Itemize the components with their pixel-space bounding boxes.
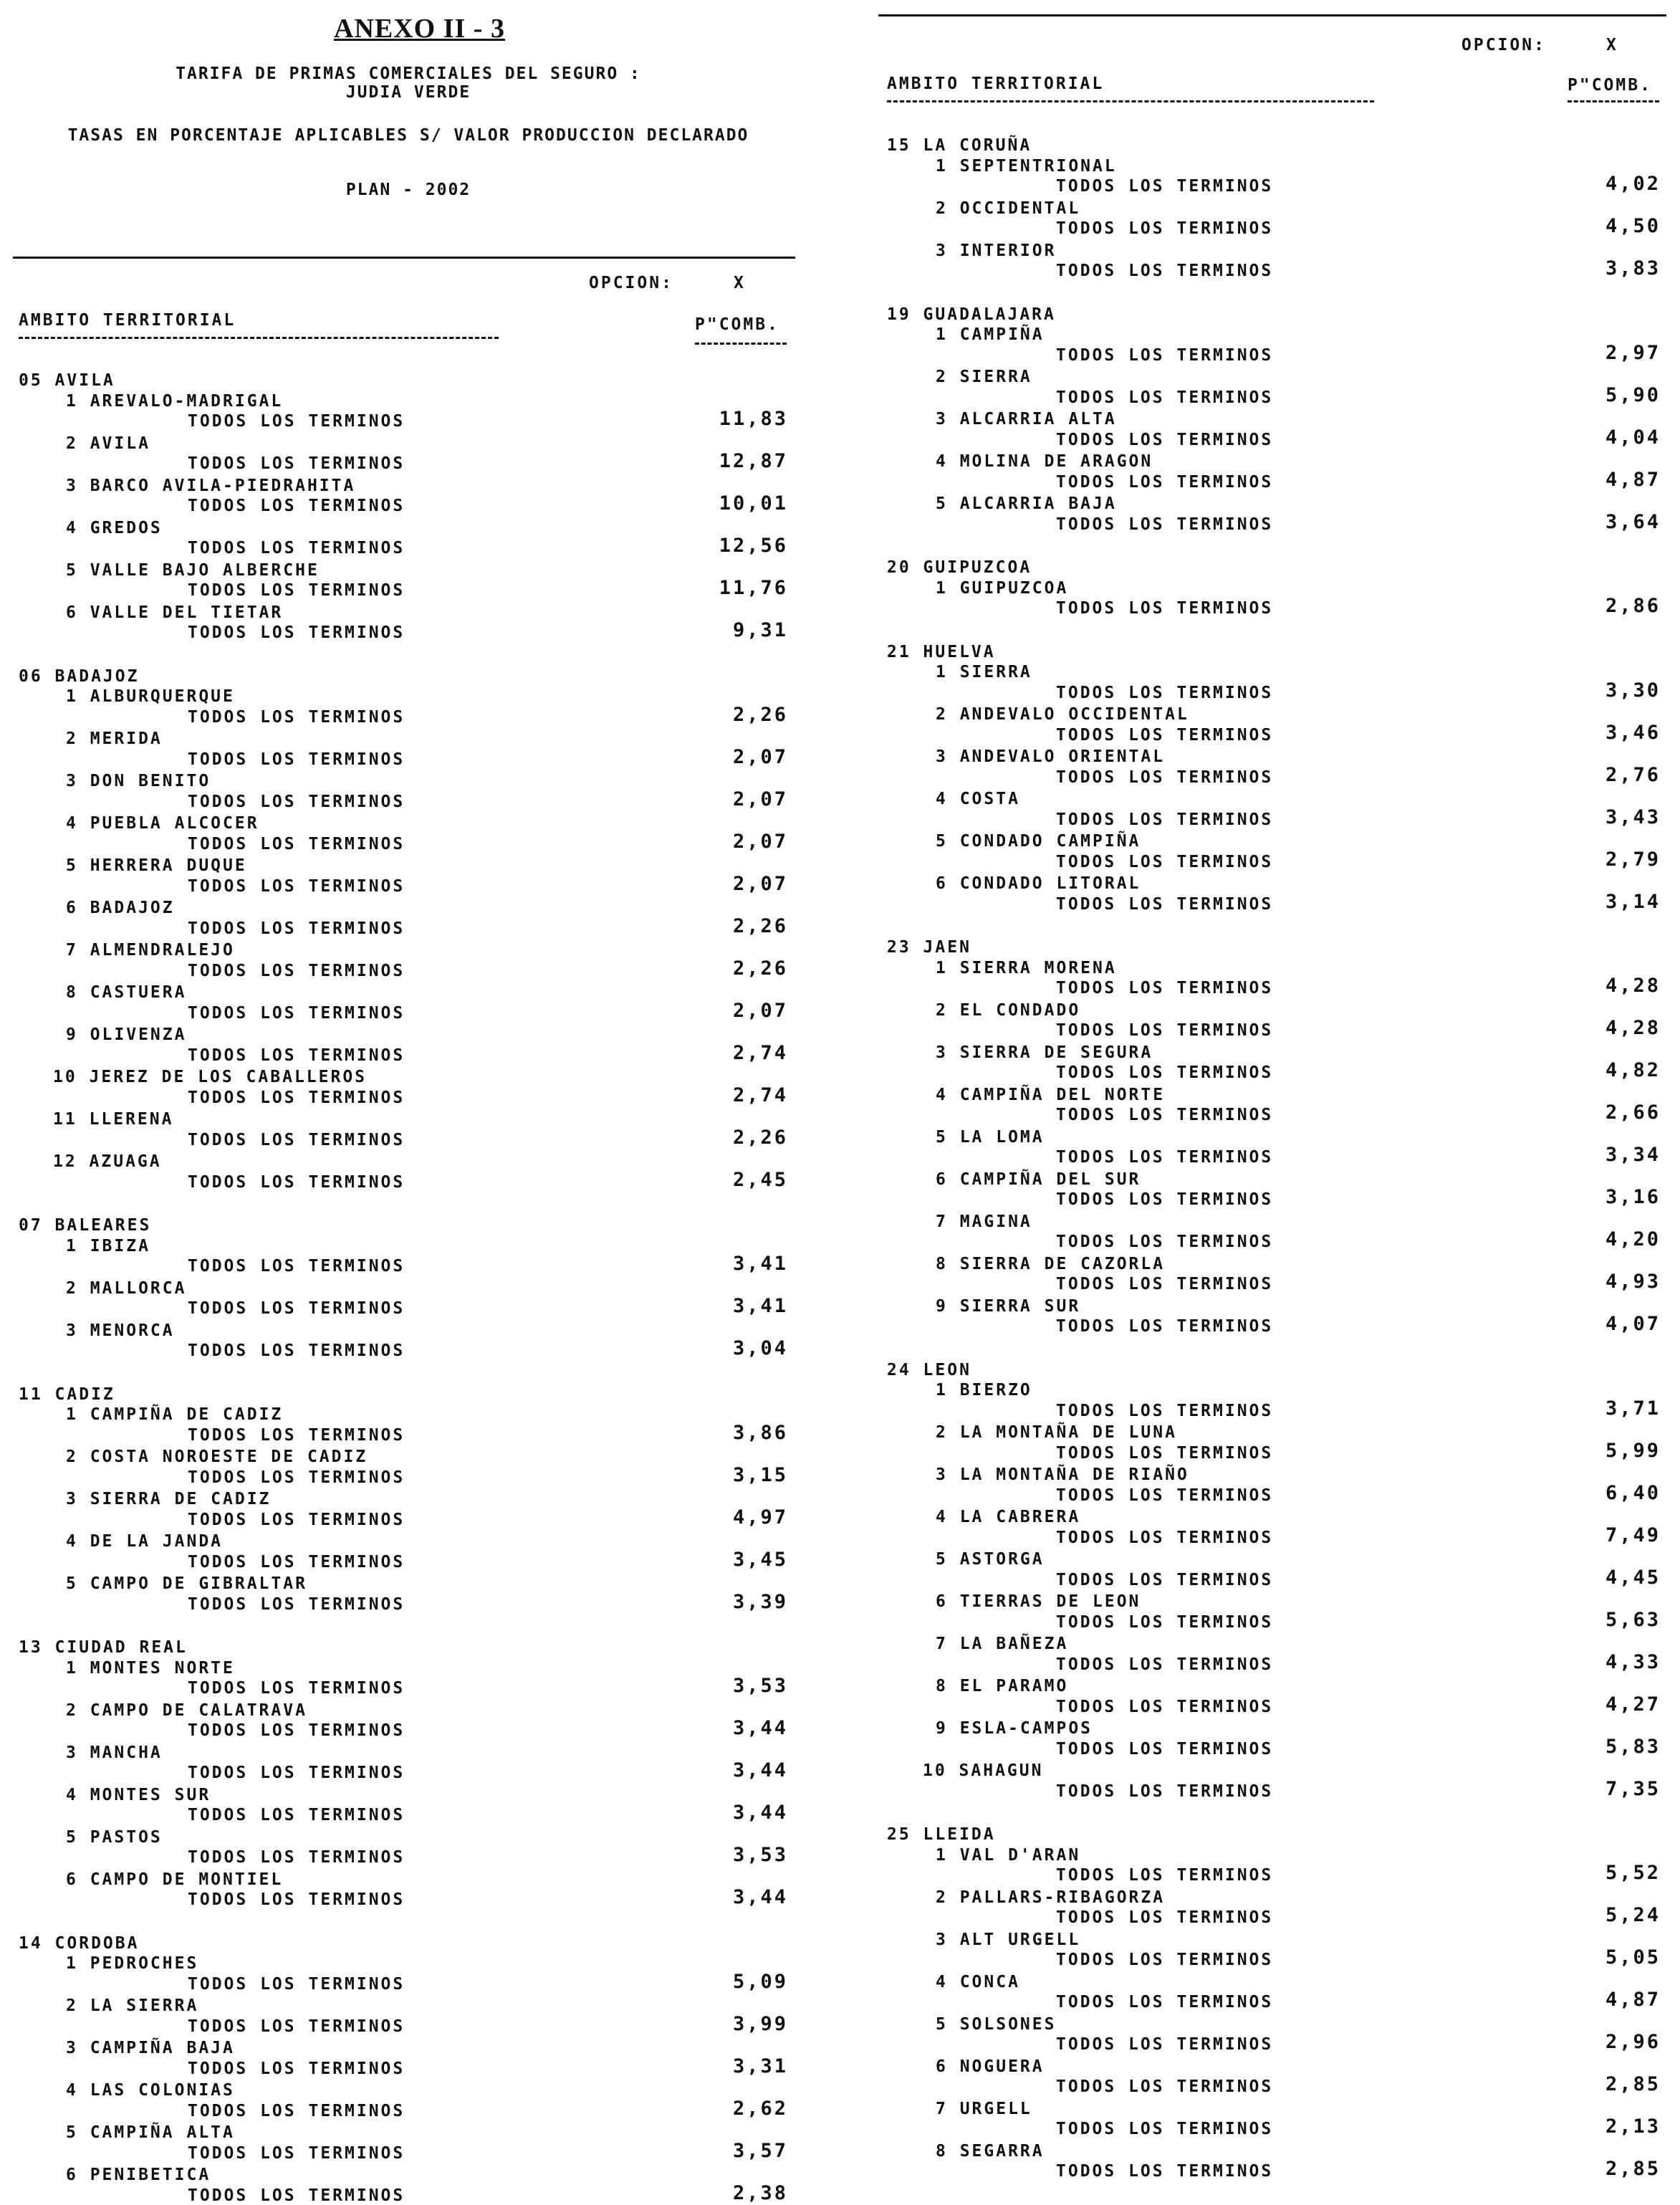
premium-rate: 2,85 [1605,2073,1661,2095]
term-label: TODOS LOS TERMINOS [1056,1781,1274,1801]
premium-rate: 3,41 [732,1253,788,1275]
term-label: TODOS LOS TERMINOS [188,1299,405,1318]
premium-rate: 2,07 [732,788,788,810]
region-name: 5 CONDADO CAMPIÑA [936,832,1141,851]
region-name: 3 ALT URGELL [936,1930,1081,1949]
region-name: 10 JEREZ DE LOS CABALLEROS [53,1068,368,1086]
term-label: TODOS LOS TERMINOS [1056,979,1274,998]
premium-rate: 2,26 [732,703,788,726]
premium-rate: 2,85 [1605,2158,1661,2180]
term-label: TODOS LOS TERMINOS [1056,388,1274,407]
region-name: 2 OCCIDENTAL [936,199,1081,218]
term-label: TODOS LOS TERMINOS [188,750,405,769]
premium-rate: 2,13 [1605,2115,1661,2138]
term-label: TODOS LOS TERMINOS [1056,2162,1274,2181]
premium-rate: 7,35 [1605,1777,1661,1800]
opcion-label: OPCION: [589,274,673,292]
premium-rate: 2,26 [732,957,788,980]
term-label: TODOS LOS TERMINOS [188,1257,405,1276]
term-label: TODOS LOS TERMINOS [1056,2077,1274,2096]
term-label: TODOS LOS TERMINOS [188,1425,405,1445]
annex-title: ANEXO II - 3 [334,14,505,44]
premium-rate: 5,24 [1605,1904,1661,1926]
premium-rate: 11,76 [719,577,788,599]
region-name: 6 CAMPO DE MONTIEL [66,1870,284,1889]
premium-rate: 3,53 [732,1675,788,1697]
premium-rate: 5,63 [1605,1608,1661,1631]
premium-rate: 10,01 [719,492,788,515]
region-name: 1 ALBURQUERQUE [66,687,235,706]
region-name: 4 MOLINA DE ARAGON [936,452,1153,471]
premium-rate: 2,86 [1605,595,1661,617]
term-label: TODOS LOS TERMINOS [188,1088,405,1107]
premium-rate: 2,74 [732,1041,788,1064]
province-heading: 24 LEON [887,1360,971,1379]
region-name: 3 SIERRA DE SEGURA [936,1043,1153,1062]
crop-name: JUDIA VERDE [345,83,471,102]
opcion-value: X [734,274,746,292]
pcomb-underline-right [1568,100,1659,102]
premium-rate: 2,96 [1605,2031,1661,2053]
region-name: 10 SAHAGUN [923,1761,1044,1780]
opcion-value-right: X [1606,36,1618,54]
term-label: TODOS LOS TERMINOS [1056,1275,1274,1293]
region-name: 3 CAMPIÑA BAJA [66,2039,235,2057]
region-name: 3 MENORCA [66,1321,175,1340]
term-label: TODOS LOS TERMINOS [1056,1697,1274,1716]
term-label: TODOS LOS TERMINOS [1056,219,1274,238]
region-name: 2 AVILA [66,434,150,453]
premium-rate: 2,07 [732,999,788,1022]
premium-rate: 3,14 [1605,890,1661,913]
premium-rate: 5,09 [732,1970,788,1993]
premium-rate: 3,41 [732,1295,788,1317]
region-name: 4 DE LA JANDA [66,1532,224,1551]
premium-rate: 3,53 [732,1844,788,1866]
term-label: TODOS LOS TERMINOS [1056,1063,1274,1082]
region-name: 5 PASTOS [66,1827,163,1847]
term-label: TODOS LOS TERMINOS [1056,430,1274,449]
premium-rate: 5,05 [1605,1946,1661,1969]
term-label: TODOS LOS TERMINOS [1056,810,1274,829]
region-name: 6 CAMPIÑA DEL SUR [936,1170,1141,1189]
region-name: 9 ESLA-CAMPOS [936,1719,1093,1738]
premium-rate: 2,74 [732,1084,788,1106]
term-label: TODOS LOS TERMINOS [1056,177,1274,196]
region-name: 2 PALLARS-RIBAGORZA [936,1888,1166,1907]
term-label: TODOS LOS TERMINOS [188,1468,405,1487]
premium-rate: 3,44 [732,1886,788,1908]
premium-rate: 2,07 [732,872,788,895]
region-name: 1 GUIPUZCOA [936,578,1069,598]
province-heading: 07 BALEARES [19,1216,152,1235]
premium-rate: 9,31 [732,619,788,641]
premium-rate: 3,04 [732,1337,788,1359]
term-label: TODOS LOS TERMINOS [1056,852,1274,871]
region-name: 4 GREDOS [66,518,163,537]
premium-rate: 4,02 [1605,173,1661,195]
premium-rate: 3,34 [1605,1144,1661,1166]
term-label: TODOS LOS TERMINOS [188,876,405,896]
premium-rate: 4,45 [1605,1566,1661,1589]
region-name: 4 COSTA [936,790,1020,808]
province-heading: 13 CIUDAD REAL [19,1638,188,1657]
premium-rate: 4,28 [1605,1017,1661,1039]
term-label: TODOS LOS TERMINOS [1056,2035,1274,2054]
premium-rate: 2,79 [1605,848,1661,871]
term-label: TODOS LOS TERMINOS [188,454,405,473]
region-name: 1 SIERRA [936,663,1032,681]
term-label: TODOS LOS TERMINOS [188,1172,405,1192]
term-label: TODOS LOS TERMINOS [188,1594,405,1614]
premium-rate: 3,44 [732,1802,788,1824]
region-name: 3 SIERRA DE CADIZ [66,1490,272,1508]
region-name: 3 MANCHA [66,1743,163,1762]
premium-rate: 4,50 [1605,215,1661,237]
term-label: TODOS LOS TERMINOS [1056,1612,1274,1632]
term-label: TODOS LOS TERMINOS [1056,2120,1274,2138]
province-heading: 15 LA CORUÑA [887,136,1032,155]
region-name: 8 CASTUERA [66,983,187,1002]
premium-rate: 2,07 [732,830,788,853]
premium-rate: 3,64 [1605,510,1661,533]
term-label: TODOS LOS TERMINOS [188,961,405,980]
term-label: TODOS LOS TERMINOS [188,834,405,853]
plan-label: PLAN - 2002 [345,181,471,199]
premium-rate: 3,44 [732,1759,788,1781]
premium-rate: 4,28 [1605,975,1661,997]
term-label: TODOS LOS TERMINOS [188,1721,405,1740]
region-name: 8 SIERRA DE CAZORLA [936,1254,1166,1273]
term-label: TODOS LOS TERMINOS [188,919,405,938]
term-label: TODOS LOS TERMINOS [1056,1993,1274,2012]
premium-rate: 2,26 [732,1126,788,1149]
region-name: 2 MERIDA [66,730,163,748]
premium-rate: 3,99 [732,2012,788,2035]
province-heading: 21 HUELVA [887,642,996,661]
region-name: 2 SIERRA [936,368,1032,386]
pcomb-header: P"COMB. [695,315,779,334]
region-name: 6 NOGUERA [936,2057,1045,2076]
region-name: 5 CAMPO DE GIBRALTAR [66,1574,307,1593]
premium-rate: 3,15 [732,1463,788,1486]
term-label: TODOS LOS TERMINOS [188,2017,405,2036]
region-name: 12 AZUAGA [53,1152,162,1171]
term-label: TODOS LOS TERMINOS [188,1046,405,1065]
premium-rate: 5,83 [1605,1735,1661,1758]
term-label: TODOS LOS TERMINOS [1056,1401,1274,1420]
region-name: 1 MONTES NORTE [66,1658,235,1678]
term-label: TODOS LOS TERMINOS [1056,1233,1274,1251]
term-label: TODOS LOS TERMINOS [188,623,405,642]
term-label: TODOS LOS TERMINOS [1056,894,1274,914]
province-heading: 11 CADIZ [19,1384,115,1404]
term-label: TODOS LOS TERMINOS [188,581,405,600]
term-label: TODOS LOS TERMINOS [1056,472,1274,492]
region-name: 9 SIERRA SUR [936,1296,1081,1316]
region-name: 1 PEDROCHES [66,1954,199,1973]
premium-rate: 4,20 [1605,1228,1661,1250]
term-label: TODOS LOS TERMINOS [188,497,405,515]
premium-rate: 2,62 [732,2097,788,2120]
region-name: 1 AREVALO-MADRIGAL [66,391,284,411]
region-name: 8 SEGARRA [936,2141,1045,2161]
region-name: 1 SEPTENTRIONAL [936,156,1117,176]
region-name: 2 LA SIERRA [66,1996,199,2015]
term-label: TODOS LOS TERMINOS [188,1341,405,1360]
region-name: 6 CONDADO LITORAL [936,874,1141,893]
region-name: 4 MONTES SUR [66,1785,211,1804]
premium-rate: 3,45 [732,1548,788,1571]
region-name: 4 LAS COLONIAS [66,2081,235,2100]
region-name: 5 ALCARRIA BAJA [936,494,1117,513]
province-heading: 06 BADAJOZ [19,666,140,686]
term-label: TODOS LOS TERMINOS [1056,1655,1274,1674]
premium-rate: 3,71 [1605,1397,1661,1420]
province-heading: 25 LLEIDA [887,1825,996,1844]
rates-description: TASAS EN PORCENTAJE APLICABLES S/ VALOR PRODUCCION DECLARADO [67,126,749,145]
term-label: TODOS LOS TERMINOS [1056,767,1274,787]
region-name: 5 ASTORGA [936,1550,1045,1569]
premium-rate: 2,26 [732,914,788,937]
region-name: 2 ANDEVALO OCCIDENTAL [936,705,1189,724]
region-name: 6 BADAJOZ [66,899,175,917]
term-label: TODOS LOS TERMINOS [1056,1106,1274,1124]
region-name: 1 CAMPIÑA [936,325,1045,344]
term-label: TODOS LOS TERMINOS [188,2059,405,2078]
term-label: TODOS LOS TERMINOS [188,1890,405,1909]
top-rule-right [878,14,1666,16]
term-label: TODOS LOS TERMINOS [1056,599,1274,618]
region-name: 1 SIERRA MORENA [936,958,1117,977]
premium-rate: 3,31 [732,2055,788,2077]
premium-rate: 4,93 [1605,1271,1661,1293]
premium-rate: 4,87 [1605,468,1661,491]
term-label: TODOS LOS TERMINOS [1056,725,1274,745]
region-name: 4 CAMPIÑA DEL NORTE [936,1085,1166,1104]
term-label: TODOS LOS TERMINOS [188,2186,405,2205]
tariff-title: TARIFA DE PRIMAS COMERCIALES DEL SEGURO : [176,64,641,83]
region-name: 7 MAGINA [936,1212,1032,1231]
premium-rate: 3,46 [1605,721,1661,744]
term-label: TODOS LOS TERMINOS [188,2143,405,2163]
term-label: TODOS LOS TERMINOS [1056,1866,1274,1885]
premium-rate: 3,44 [732,1717,788,1739]
region-name: 11 LLERENA [53,1110,174,1129]
region-name: 2 COSTA NOROESTE DE CADIZ [66,1448,368,1466]
region-name: 7 ALMENDRALEJO [66,941,235,960]
region-name: 6 TIERRAS DE LEON [936,1592,1141,1611]
region-name: 3 BARCO AVILA-PIEDRAHITA [66,476,356,495]
premium-rate: 4,97 [732,1506,788,1529]
premium-rate: 12,87 [719,450,788,472]
term-label: TODOS LOS TERMINOS [1056,1528,1274,1547]
premium-rate: 2,66 [1605,1101,1661,1124]
premium-rate: 2,38 [732,2181,788,2204]
region-name: 3 ALCARRIA ALTA [936,410,1117,429]
term-label: TODOS LOS TERMINOS [188,1552,405,1572]
premium-rate: 2,45 [732,1168,788,1191]
premium-rate: 3,16 [1605,1186,1661,1208]
pcomb-underline [695,343,787,345]
region-name: 5 SOLSONES [936,2014,1057,2034]
region-name: 1 IBIZA [66,1236,150,1255]
ambito-header: AMBITO TERRITORIAL [19,311,236,330]
term-label: TODOS LOS TERMINOS [188,1003,405,1023]
ambito-underline-right [887,100,1374,102]
premium-rate: 5,90 [1605,383,1661,406]
term-label: TODOS LOS TERMINOS [188,1806,405,1824]
ambito-header-right: AMBITO TERRITORIAL [887,75,1105,93]
term-label: TODOS LOS TERMINOS [1056,1486,1274,1505]
premium-rate: 3,39 [732,1590,788,1613]
premium-rate: 5,99 [1605,1439,1661,1462]
term-label: TODOS LOS TERMINOS [1056,1739,1274,1759]
term-label: TODOS LOS TERMINOS [1056,1148,1274,1167]
ambito-underline [19,337,499,339]
term-label: TODOS LOS TERMINOS [188,1974,405,1994]
province-heading: 05 AVILA [19,371,115,390]
term-label: TODOS LOS TERMINOS [188,1679,405,1698]
term-label: TODOS LOS TERMINOS [188,539,405,558]
region-name: 2 MALLORCA [66,1278,187,1298]
term-label: TODOS LOS TERMINOS [188,1848,405,1867]
premium-rate: 4,33 [1605,1650,1661,1673]
region-name: 6 VALLE DEL TIETAR [66,603,284,622]
region-name: 7 LA BAÑEZA [936,1635,1069,1653]
term-label: TODOS LOS TERMINOS [1056,1190,1274,1209]
province-heading: 20 GUIPUZCOA [887,558,1032,577]
term-label: TODOS LOS TERMINOS [1056,1317,1274,1336]
term-label: TODOS LOS TERMINOS [188,707,405,727]
region-name: 3 ANDEVALO ORIENTAL [936,747,1166,766]
region-name: 3 INTERIOR [936,241,1057,260]
premium-rate: 2,07 [732,745,788,768]
premium-rate: 4,07 [1605,1313,1661,1335]
region-name: 4 PUEBLA ALCOCER [66,814,259,833]
region-name: 5 VALLE BAJO ALBERCHE [66,560,320,580]
term-label: TODOS LOS TERMINOS [1056,1443,1274,1463]
premium-rate: 7,49 [1605,1524,1661,1546]
term-label: TODOS LOS TERMINOS [1056,262,1274,280]
term-label: TODOS LOS TERMINOS [188,792,405,811]
premium-rate: 3,86 [732,1421,788,1444]
premium-rate: 4,27 [1605,1693,1661,1716]
premium-rate: 11,83 [719,408,788,430]
premium-rate: 2,76 [1605,763,1661,786]
region-name: 3 LA MONTAÑA DE RIAÑO [936,1465,1189,1484]
region-name: 5 LA LOMA [936,1127,1045,1147]
term-label: TODOS LOS TERMINOS [188,2101,405,2120]
premium-rate: 3,57 [732,2139,788,2162]
term-label: TODOS LOS TERMINOS [188,1764,405,1782]
term-label: TODOS LOS TERMINOS [1056,683,1274,702]
term-label: TODOS LOS TERMINOS [188,1130,405,1149]
region-name: 7 URGELL [936,2099,1032,2118]
region-name: 4 CONCA [936,1972,1020,1991]
region-name: 5 CAMPIÑA ALTA [66,2123,235,2142]
region-name: 2 LA MONTAÑA DE LUNA [936,1423,1177,1442]
premium-rate: 3,83 [1605,257,1661,279]
term-label: TODOS LOS TERMINOS [188,1510,405,1529]
premium-rate: 4,04 [1605,426,1661,449]
pcomb-header-right: P"COMB. [1568,76,1652,95]
term-label: TODOS LOS TERMINOS [1056,1570,1274,1589]
premium-rate: 2,97 [1605,341,1661,364]
premium-rate: 6,40 [1605,1481,1661,1504]
term-label: TODOS LOS TERMINOS [188,412,405,431]
region-name: 6 PENIBETICA [66,2166,211,2184]
region-name: 1 CAMPIÑA DE CADIZ [66,1405,284,1424]
region-name: 4 LA CABRERA [936,1508,1081,1526]
term-label: TODOS LOS TERMINOS [1056,515,1274,534]
region-name: 2 EL CONDADO [936,1000,1081,1020]
region-name: 3 DON BENITO [66,772,211,790]
province-heading: 14 CORDOBA [19,1933,140,1953]
province-heading: 23 JAEN [887,938,971,957]
premium-rate: 5,52 [1605,1862,1661,1884]
region-name: 2 CAMPO DE CALATRAVA [66,1701,307,1720]
term-label: TODOS LOS TERMINOS [1056,345,1274,365]
region-name: 1 BIERZO [936,1381,1032,1400]
opcion-label-right: OPCION: [1461,36,1546,54]
premium-rate: 3,43 [1605,805,1661,828]
premium-rate: 3,30 [1605,679,1661,702]
top-rule [13,257,795,259]
premium-rate: 4,82 [1605,1059,1661,1081]
region-name: 8 EL PARAMO [936,1677,1069,1695]
term-label: TODOS LOS TERMINOS [1056,1908,1274,1927]
region-name: 1 VAL D'ARAN [936,1845,1081,1865]
term-label: TODOS LOS TERMINOS [1056,1951,1274,1969]
term-label: TODOS LOS TERMINOS [1056,1021,1274,1040]
region-name: 5 HERRERA DUQUE [66,856,247,875]
premium-rate: 12,56 [719,535,788,557]
province-heading: 19 GUADALAJARA [887,305,1056,324]
region-name: 9 OLIVENZA [66,1025,187,1044]
premium-rate: 4,87 [1605,1989,1661,2011]
